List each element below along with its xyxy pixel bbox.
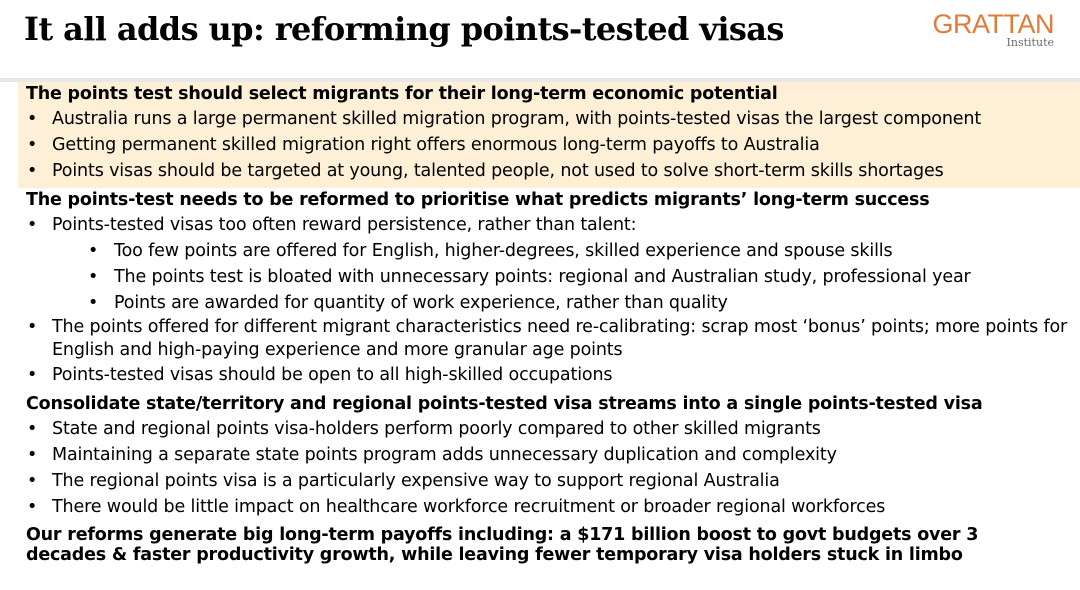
- logo-wordmark: GRATTAN: [932, 9, 1054, 39]
- grattan-logo: [933, 10, 1055, 49]
- logo-subtitle: Institute: [1006, 36, 1054, 49]
- bullet-icon: •: [27, 445, 38, 465]
- section-heading: The points-test needs to be reformed to prioritise what predicts migrants’ long-term success: [26, 190, 930, 210]
- list-subitem: • Too few points are offered for English, higher-degrees, skilled experience and spouse skills: [0, 238, 1080, 264]
- list-item: • Australia runs a large permanent skilled migration program, with points-tested visas the largest component: [0, 106, 1080, 132]
- list-item: • Points-tested visas too often reward persistence, rather than talent:: [0, 212, 1080, 238]
- list-item: • The points offered for different migrant characteristics need re-calibrating: scrap most ‘bonus’ points; more points for English and high-paying experience and more granular age points: [27, 317, 1068, 360]
- section-selection: [0, 83, 1080, 184]
- bullet-icon: •: [88, 267, 99, 287]
- list-item: • Getting permanent skilled migration right offers enormous long-term payoffs to Australia: [0, 132, 1080, 158]
- section-consolidate: [0, 393, 1080, 520]
- slide-title: It all adds up: reforming points-tested visas: [24, 10, 784, 48]
- section-reform: [0, 189, 1080, 388]
- section-heading: Our reforms generate big long-term payoffs including: a $171 billion boost to govt budgets over 3 decades & faster productivity growth, while leaving fewer temporary visa holders stuck in limbo: [26, 525, 979, 565]
- slide-content: [0, 83, 1080, 570]
- list-item: • State and regional points visa-holders perform poorly compared to other skilled migrants: [0, 416, 1080, 442]
- bullet-icon: •: [27, 317, 38, 337]
- bullet-icon: •: [27, 419, 38, 439]
- slide-header: [0, 0, 1080, 78]
- list-subitem: • The points test is bloated with unnecessary points: regional and Australian study, professional year: [0, 264, 1080, 290]
- list-item: • Maintaining a separate state points program adds unnecessary duplication and complexity: [0, 442, 1080, 468]
- bullet-icon: •: [27, 497, 38, 517]
- bullet-icon: •: [88, 293, 99, 313]
- section-heading: Consolidate state/territory and regional points-tested visa streams into a single points-tested visa: [26, 394, 983, 414]
- list-item: • The regional points visa is a particularly expensive way to support regional Australia: [0, 468, 1080, 494]
- bullet-icon: •: [27, 109, 38, 129]
- list-subitem: • Points are awarded for quantity of work experience, rather than quality: [0, 290, 1080, 316]
- bullet-icon: •: [27, 471, 38, 491]
- bullet-icon: •: [27, 135, 38, 155]
- section-payoffs: [0, 525, 1080, 565]
- bullet-icon: •: [27, 215, 38, 235]
- bullet-icon: •: [88, 241, 99, 261]
- bullet-icon: •: [27, 161, 38, 181]
- bullet-icon: •: [27, 365, 38, 385]
- section-heading: The points test should select migrants for their long-term economic potential: [26, 84, 778, 104]
- list-item: • There would be little impact on healthcare workforce recruitment or broader regional workforces: [0, 494, 1080, 520]
- list-item: • Points visas should be targeted at young, talented people, not used to solve short-term skills shortages: [0, 158, 1080, 184]
- list-item: • Points-tested visas should be open to all high-skilled occupations: [0, 362, 1080, 388]
